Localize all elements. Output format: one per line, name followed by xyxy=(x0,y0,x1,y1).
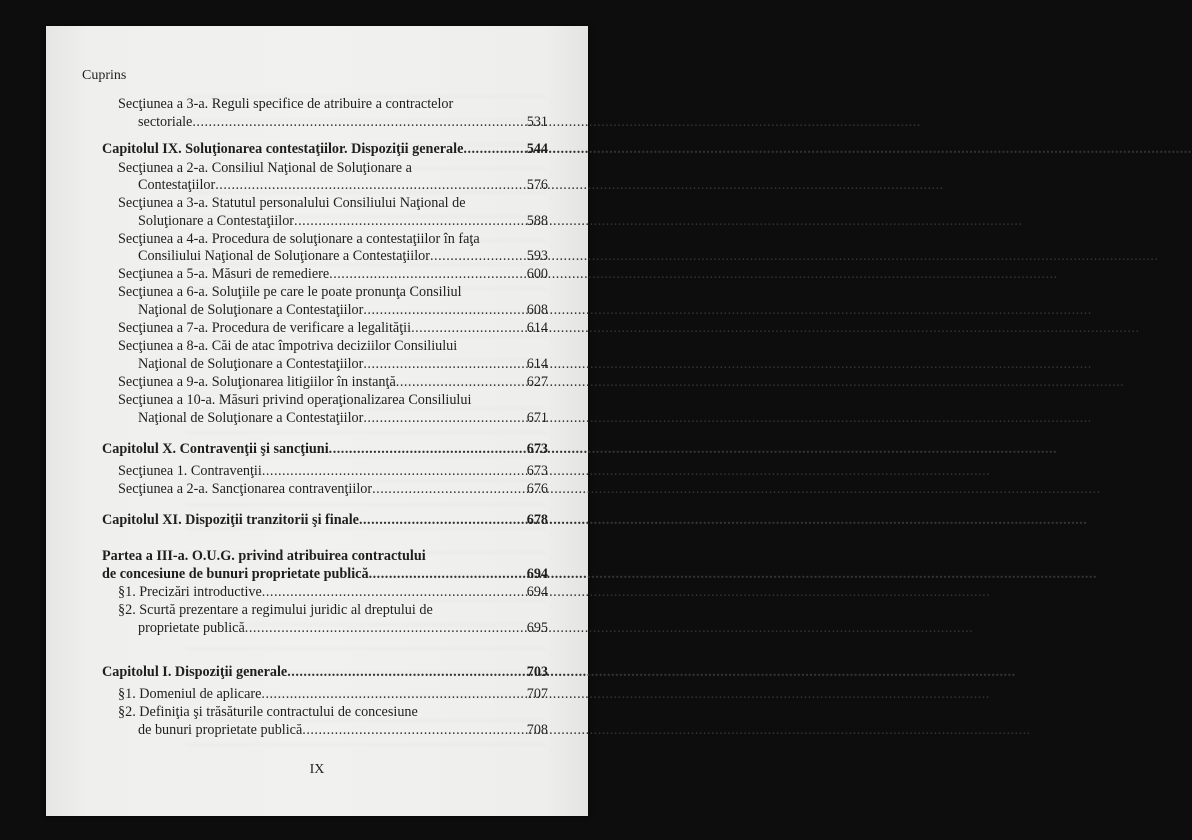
toc-entry-title: Secţiunea a 6-a. Soluţiile pe care le poate pronunţa Consiliul xyxy=(118,284,462,300)
toc-entry-title: Secţiunea a 3-a. Reguli specifice de atribuire a contractelor xyxy=(118,96,454,112)
toc-page-number: 576 xyxy=(526,177,548,193)
toc-part xyxy=(102,566,548,582)
toc-page-number: 708 xyxy=(526,722,548,738)
dot-leader xyxy=(369,566,526,582)
toc-entry xyxy=(138,114,548,130)
toc-entry-title: Capitolul I. Dispoziţii generale xyxy=(102,664,288,680)
dot-leader xyxy=(363,356,525,372)
toc-entry xyxy=(138,302,548,318)
toc-page-number: 673 xyxy=(526,441,548,457)
toc-page-number: 614 xyxy=(526,356,548,372)
dot-leader xyxy=(192,114,525,130)
toc-page-number: 676 xyxy=(526,481,548,497)
toc-entry-title: Secţiunea a 4-a. Procedura de soluţionare a contestaţiilor în faţa xyxy=(118,231,480,247)
dot-leader xyxy=(302,722,525,738)
toc-page-number: 695 xyxy=(526,620,548,636)
toc-part-title: Partea a III-a. O.U.G. privind atribuirea contractului xyxy=(102,548,426,564)
toc-entry-title: Secţiunea 1. Contravenţii xyxy=(118,463,262,479)
toc-entry xyxy=(138,356,548,372)
dot-leader xyxy=(411,320,526,336)
dot-leader xyxy=(262,584,526,600)
toc-entry-title: Capitolul IX. Soluţionarea contestaţiilor. Dispoziţii generale xyxy=(102,141,464,157)
toc-page-number: 694 xyxy=(526,584,548,600)
toc-page-number: 673 xyxy=(526,463,548,479)
toc-page-number: 544 xyxy=(526,141,548,157)
toc-entry-title: Secţiunea a 2-a. Sancţionarea contravenţiilor xyxy=(118,481,373,497)
dot-leader xyxy=(363,410,525,426)
toc-page-number: 593 xyxy=(526,248,548,264)
toc-entry xyxy=(138,177,548,193)
dot-leader xyxy=(372,481,526,497)
running-header: Cuprins xyxy=(82,68,127,83)
toc-page-number: 588 xyxy=(526,213,548,229)
dot-leader xyxy=(396,374,526,390)
toc-entry-title-cont: sectoriale xyxy=(138,114,193,130)
toc-entry-title: §2. Definiţia şi trăsăturile contractului de concesiune xyxy=(118,704,418,720)
toc-chapter xyxy=(102,441,548,457)
toc-entry xyxy=(118,374,548,390)
dot-leader xyxy=(215,177,525,193)
toc-entry xyxy=(118,266,548,282)
toc-entry-title-cont: Naţional de Soluţionare a Contestaţiilor xyxy=(138,356,364,372)
toc-entry-title: §1. Precizări introductive xyxy=(118,584,262,600)
toc-entry xyxy=(118,320,548,336)
dot-leader xyxy=(463,141,525,157)
toc-entry-title: Secţiunea a 9-a. Soluţionarea litigiilor în instanţă xyxy=(118,374,396,390)
toc-entry-title-cont: Contestaţiilor xyxy=(138,177,216,193)
dot-leader xyxy=(245,620,526,636)
book-page xyxy=(46,26,588,816)
toc-page-number: 707 xyxy=(526,686,548,702)
toc-entry xyxy=(118,463,548,479)
toc-page-number: 671 xyxy=(526,410,548,426)
dot-leader xyxy=(359,512,526,528)
toc-entry-title: Secţiunea a 3-a. Statutul personalului Consiliului Naţional de xyxy=(118,195,466,211)
dot-leader xyxy=(261,686,525,702)
toc-entry xyxy=(138,410,548,426)
toc-entry-title: Secţiunea a 5-a. Măsuri de remediere xyxy=(118,266,330,282)
toc-chapter xyxy=(102,141,548,157)
toc-chapter xyxy=(102,664,548,680)
toc-page-number: 608 xyxy=(526,302,548,318)
dot-leader xyxy=(262,463,526,479)
dot-leader xyxy=(430,248,526,264)
toc-entry-title: Secţiunea a 2-a. Consiliul Naţional de Soluţionare a xyxy=(118,160,412,176)
toc-page-number: 531 xyxy=(526,114,548,130)
toc-page-number: 627 xyxy=(526,374,548,390)
toc-entry-title: Capitolul XI. Dispoziţii tranzitorii şi finale xyxy=(102,512,359,528)
toc-entry-title-cont: Naţional de Soluţionare a Contestaţiilor xyxy=(138,302,364,318)
page-folio: IX xyxy=(309,762,325,777)
dot-leader xyxy=(329,266,526,282)
toc-entry xyxy=(138,213,548,229)
toc-part-title-cont: de concesiune de bunuri proprietate publică xyxy=(102,566,369,582)
toc-entry-title-cont: Consiliului Naţional de Soluţionare a Contestaţiilor xyxy=(138,248,430,264)
dot-leader xyxy=(329,441,526,457)
toc-page-number: 614 xyxy=(526,320,548,336)
toc-entry-title-cont: proprietate publică xyxy=(138,620,245,636)
toc-entry-title-cont: Naţional de Soluţionare a Contestaţiilor xyxy=(138,410,364,426)
toc-entry xyxy=(118,481,548,497)
toc-page-number: 678 xyxy=(526,512,548,528)
toc-page-number: 600 xyxy=(526,266,548,282)
toc-entry xyxy=(118,686,548,702)
toc-entry-title: Capitolul X. Contravenţii şi sancţiuni xyxy=(102,441,329,457)
toc-entry-title-cont: de bunuri proprietate publică xyxy=(138,722,303,738)
dot-leader xyxy=(294,213,526,229)
toc-entry-title: Secţiunea a 8-a. Căi de atac împotriva deciziilor Consiliului xyxy=(118,338,458,354)
toc-entry xyxy=(138,722,548,738)
toc-page-number: 694 xyxy=(526,566,548,582)
toc-entry xyxy=(138,620,548,636)
toc-entry-title: Secţiunea a 10-a. Măsuri privind operaţionalizarea Consiliului xyxy=(118,392,472,408)
toc-entry-title-cont: Soluţionare a Contestaţiilor xyxy=(138,213,295,229)
toc-chapter xyxy=(102,512,548,528)
toc-entry-title: Secţiunea a 7-a. Procedura de verificare a legalităţii xyxy=(118,320,412,336)
toc-page-number: 703 xyxy=(526,664,548,680)
toc-entry-title: §1. Domeniul de aplicare xyxy=(118,686,262,702)
toc-entry-title: §2. Scurtă prezentare a regimului juridic al dreptului de xyxy=(118,602,433,618)
toc-entry xyxy=(138,248,548,264)
dot-leader xyxy=(287,664,525,680)
dot-leader xyxy=(363,302,525,318)
toc-entry xyxy=(118,584,548,600)
